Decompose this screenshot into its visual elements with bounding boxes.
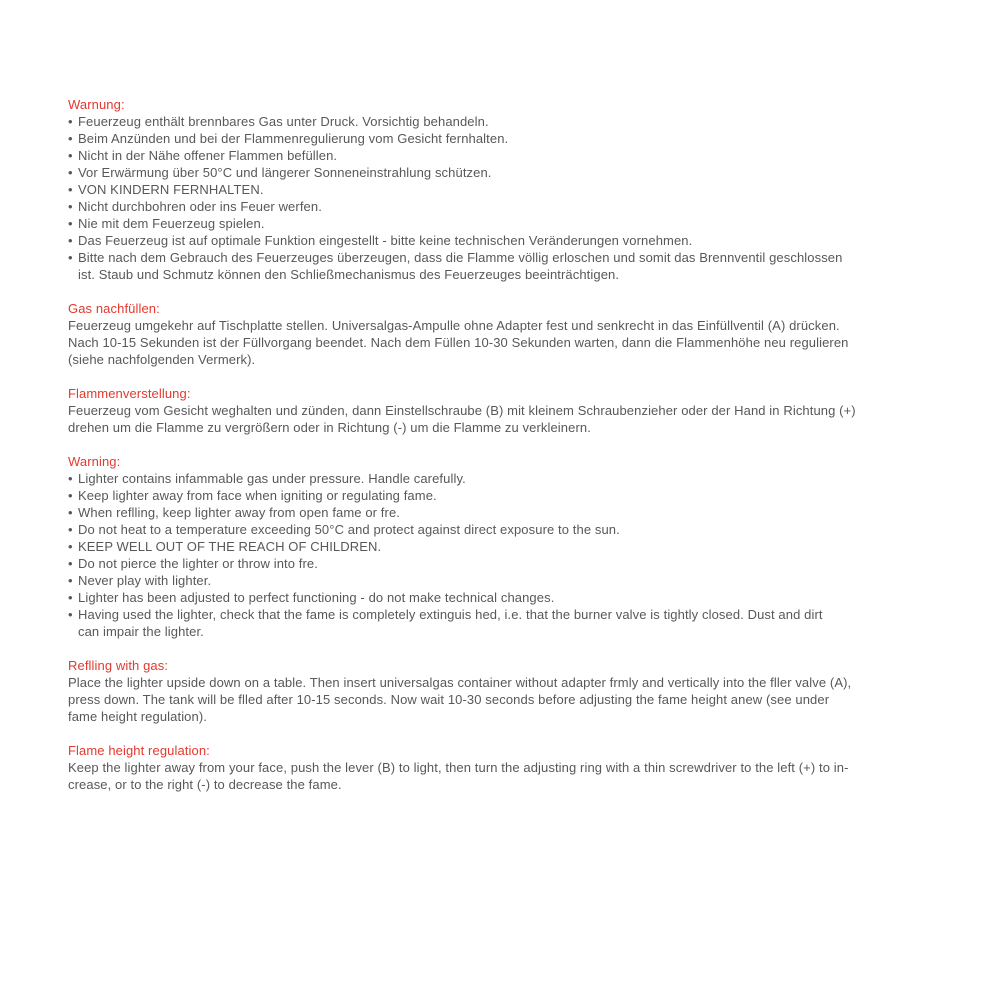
line-text: press down. The tank will be flled after 10-15 seconds. Now wait 10-30 seconds before adjusting the fame height anew (see under: [68, 692, 830, 707]
line-text: Nie mit dem Feuerzeug spielen.: [78, 216, 265, 231]
section-heading: Warnung:: [68, 97, 125, 112]
section-heading: Flammenverstellung:: [68, 386, 191, 401]
text-line: [68, 419, 948, 436]
line-text: Keep the lighter away from your face, push the lever (B) to light, then turn the adjusting ring with a thin screwdriver to the left (+) to in-: [68, 760, 849, 775]
line-text: KEEP WELL OUT OF THE REACH OF CHILDREN.: [78, 539, 382, 554]
bullet-line: [68, 555, 948, 572]
line-text: fame height regulation).: [68, 709, 207, 724]
line-text: Do not heat to a temperature exceeding 50°C and protect against direct exposure to the sun.: [78, 522, 620, 537]
text-line: [68, 674, 948, 691]
text-line: [68, 776, 948, 793]
text-line: [68, 351, 948, 368]
bullet-marker: •: [68, 233, 73, 248]
text-line: [68, 708, 948, 725]
text-line: [68, 759, 948, 776]
line-text: Lighter has been adjusted to perfect functioning - do not make technical changes.: [78, 590, 555, 605]
line-text: Having used the lighter, check that the fame is completely extinguis hed, i.e. that the burner valve is tightly closed. Dust and dirt: [78, 607, 823, 622]
line-text: Nicht durchbohren oder ins Feuer werfen.: [78, 199, 322, 214]
bullet-marker: •: [68, 556, 73, 571]
bullet-line: [68, 589, 948, 606]
text-line: [68, 691, 948, 708]
section-heading: Flame height regulation:: [68, 743, 210, 758]
bullet-marker: •: [68, 471, 73, 486]
bullet-line: [68, 249, 948, 266]
line-text: can impair the lighter.: [78, 624, 204, 639]
section-refilling-with-gas: [68, 657, 948, 725]
bullet-marker: •: [68, 250, 73, 265]
instruction-sheet: [68, 96, 948, 810]
line-text: Feuerzeug enthält brennbares Gas unter Druck. Vorsichtig behandeln.: [78, 114, 489, 129]
bullet-marker: •: [68, 505, 73, 520]
line-text: Keep lighter away from face when igniting or regulating fame.: [78, 488, 437, 503]
bullet-line: [68, 606, 948, 623]
bullet-marker: •: [68, 114, 73, 129]
section-flame-height-regulation: [68, 742, 948, 793]
section-warning-en: [68, 453, 948, 640]
bullet-line: [68, 181, 948, 198]
bullet-marker: •: [68, 607, 73, 622]
section-heading: Gas nachfüllen:: [68, 301, 160, 316]
bullet-marker: •: [68, 539, 73, 554]
bullet-line: [68, 232, 948, 249]
bullet-line: [68, 215, 948, 232]
bullet-line: [68, 538, 948, 555]
text-line: [68, 623, 948, 640]
text-line: [68, 317, 948, 334]
bullet-line: [68, 147, 948, 164]
bullet-marker: •: [68, 590, 73, 605]
text-line: [68, 402, 948, 419]
bullet-line: [68, 504, 948, 521]
line-text: When reflling, keep lighter away from open fame or fre.: [78, 505, 400, 520]
bullet-line: [68, 470, 948, 487]
line-text: Feuerzeug umgekehr auf Tischplatte stellen. Universalgas-Ampulle ohne Adapter fest und senkrecht in das Einfüllventil (A) drücken.: [68, 318, 840, 333]
line-text: Nach 10-15 Sekunden ist der Füllvorgang beendet. Nach dem Füllen 10-30 Sekunden warten, dann die Flammenhöhe neu regulieren: [68, 335, 849, 350]
section-warnung-de: [68, 96, 948, 283]
line-text: Bitte nach dem Gebrauch des Feuerzeuges überzeugen, dass die Flamme völlig erloschen und somit das Brennventil geschlossen: [78, 250, 843, 265]
text-line: [68, 334, 948, 351]
bullet-marker: •: [68, 573, 73, 588]
bullet-marker: •: [68, 216, 73, 231]
bullet-line: [68, 113, 948, 130]
bullet-marker: •: [68, 488, 73, 503]
line-text: drehen um die Flamme zu vergrößern oder in Richtung (-) um die Flamme zu verkleinern.: [68, 420, 591, 435]
bullet-line: [68, 521, 948, 538]
bullet-line: [68, 572, 948, 589]
line-text: Never play with lighter.: [78, 573, 212, 588]
line-text: Vor Erwärmung über 50°C und längerer Sonneneinstrahlung schützen.: [78, 165, 492, 180]
bullet-line: [68, 487, 948, 504]
text-line: [68, 266, 948, 283]
bullet-line: [68, 130, 948, 147]
bullet-marker: •: [68, 199, 73, 214]
line-text: ist. Staub und Schmutz können den Schließmechanismus des Feuerzeuges beeinträchtigen.: [78, 267, 620, 282]
bullet-marker: •: [68, 522, 73, 537]
line-text: Do not pierce the lighter or throw into fre.: [78, 556, 318, 571]
line-text: VON KINDERN FERNHALTEN.: [78, 182, 264, 197]
bullet-marker: •: [68, 148, 73, 163]
bullet-line: [68, 198, 948, 215]
section-gas-nachfuellen: [68, 300, 948, 368]
line-text: Place the lighter upside down on a table. Then insert universalgas container without adapter frmly and vertically into the fller valve (A),: [68, 675, 852, 690]
bullet-marker: •: [68, 182, 73, 197]
section-heading: Reflling with gas:: [68, 658, 169, 673]
section-flammenverstellung: [68, 385, 948, 436]
section-heading: Warning:: [68, 454, 121, 469]
line-text: Feuerzeug vom Gesicht weghalten und zünden, dann Einstellschraube (B) mit kleinem Schraubenzieher oder der Hand in Richtung (+): [68, 403, 856, 418]
bullet-marker: •: [68, 131, 73, 146]
line-text: Nicht in der Nähe offener Flammen befüllen.: [78, 148, 338, 163]
line-text: Beim Anzünden und bei der Flammenregulierung vom Gesicht fernhalten.: [78, 131, 509, 146]
line-text: (siehe nachfolgenden Vermerk).: [68, 352, 256, 367]
bullet-line: [68, 164, 948, 181]
line-text: Das Feuerzeug ist auf optimale Funktion eingestellt - bitte keine technischen Veränderungen vornehmen.: [78, 233, 693, 248]
line-text: crease, or to the right (-) to decrease the fame.: [68, 777, 342, 792]
line-text: Lighter contains infammable gas under pressure. Handle carefully.: [78, 471, 466, 486]
bullet-marker: •: [68, 165, 73, 180]
